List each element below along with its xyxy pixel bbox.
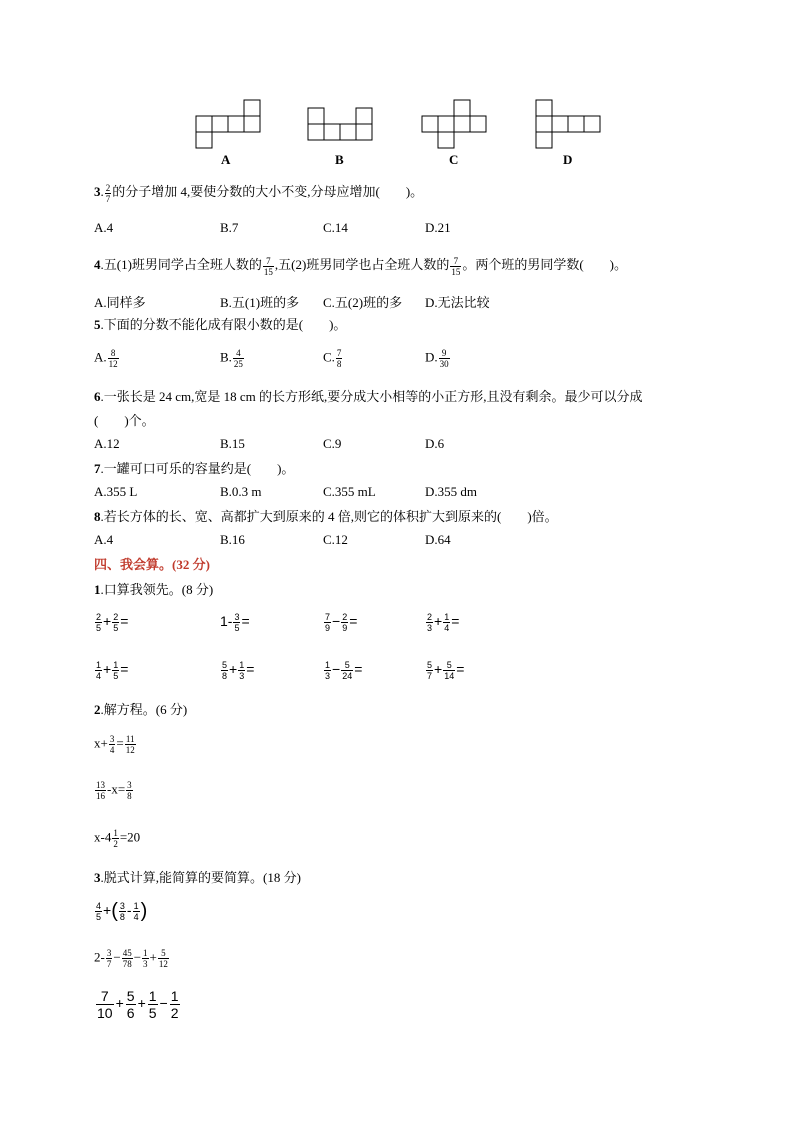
figure-label-d: D (563, 152, 573, 167)
q6-option-b[interactable]: B.15 (220, 436, 245, 451)
question-text: ,五(2)班男同学也占全班人数的 (274, 257, 450, 272)
cube-net-b (308, 108, 372, 140)
question-8: 8.若长方体的长、宽、高都扩大到原来的 4 倍,则它的体积扩大到原来的( )倍。 (94, 509, 558, 524)
question-number: 8 (94, 509, 101, 524)
figure-label-a: A (221, 152, 231, 167)
q5-option-c[interactable]: C. $\frac{7}{8}$ (323, 348, 342, 369)
equation-2: $\frac{13}{16}$ -x= $\frac{3}{8}$ (96, 780, 132, 801)
q8-option-a[interactable]: A.4 (94, 532, 114, 547)
question-text: 下面的分数不能化成有限小数的是( )。 (103, 317, 347, 332)
question-6-continued: ( )个。 (94, 413, 155, 428)
calc-expression-2: 2- $\frac{3}{7}$ − $\frac{45}{78}$ − $\frac{1}{3}$ + $\frac{5}{12}$ (94, 948, 168, 969)
arith-item: $\frac{5}{8}$ + $\frac{1}{3}$ = (222, 660, 255, 681)
question-4: 4.五(1)班男同学占全班人数的 $\frac{7}{15}$ ,五(2)班男同学也占全班人数的 $\frac{7}{15}$ 。两个班的男同学数( )。 (94, 255, 628, 277)
q4-option-a[interactable]: A.同样多 (94, 295, 146, 310)
arith-item: $\frac{1}{4}$ + $\frac{1}{5}$ = (96, 660, 129, 681)
q6-option-c[interactable]: C.9 (323, 436, 342, 451)
question-6: 6.一张长是 24 cm,宽是 18 cm 的长方形纸,要分成大小相等的小正方形,且没有剩余。最少可以分成 (94, 389, 643, 404)
q7-option-c[interactable]: C.355 mL (323, 484, 376, 499)
arith-item: $\frac{7}{9}$ − $\frac{2}{9}$ = (325, 612, 358, 633)
q5-option-b[interactable]: B. $\frac{4}{25}$ (220, 348, 243, 369)
q6-option-a[interactable]: A.12 (94, 436, 120, 451)
calc-expression-3: $\frac{7}{10}$ + $\frac{5}{6}$ + $\frac{1}{5}$ − $\frac{1}{2}$ (97, 988, 179, 1021)
q3-option-a[interactable]: A.4 (94, 220, 114, 235)
part-2-heading: 2.解方程。(6 分) (94, 702, 188, 717)
arith-item: $\frac{2}{3}$ + $\frac{1}{4}$ = (427, 612, 460, 633)
question-3: 3. $\frac{2}{7}$ 的分子增加 4,要使分数的大小不变,分母应增加( )。 (94, 182, 424, 204)
fraction: $\frac{2}{7}$ (105, 182, 111, 204)
cube-net-a (196, 100, 260, 148)
section-title: 四、我会算。(32 分) (94, 557, 210, 572)
q6-option-d[interactable]: D.6 (425, 436, 445, 451)
question-number: 6 (94, 389, 101, 404)
q7-option-b[interactable]: B.0.3 m (220, 484, 262, 499)
q8-option-d[interactable]: D.64 (425, 532, 451, 547)
q3-option-d[interactable]: D.21 (425, 220, 451, 235)
q7-option-d[interactable]: D.355 dm (425, 484, 477, 499)
question-7: 7.一罐可口可乐的容量约是( )。 (94, 461, 295, 476)
question-text: 一张长是 24 cm,宽是 18 cm 的长方形纸,要分成大小相等的小正方形,且没有剩余。最少可以分成 (103, 389, 643, 404)
part-3-heading: 3.脱式计算,能简算的要简算。(18 分) (94, 870, 301, 885)
cube-net-c (422, 100, 486, 148)
part-1-heading: 1.口算我领先。(8 分) (94, 582, 214, 597)
q8-option-b[interactable]: B.16 (220, 532, 245, 547)
equation-3: x-4 $\frac{1}{2}$ =20 (94, 828, 141, 849)
q3-option-b[interactable]: B.7 (220, 220, 239, 235)
q7-option-a[interactable]: A.355 L (94, 484, 138, 499)
question-text: 一罐可口可乐的容量约是( )。 (103, 461, 295, 476)
cube-net-figures (190, 96, 610, 152)
q4-option-b[interactable]: B.五(1)班的多 (220, 295, 300, 310)
question-number: 4 (94, 257, 101, 272)
arith-item: $\frac{2}{5}$ + $\frac{2}{5}$ = (96, 612, 129, 633)
question-number: 7 (94, 461, 101, 476)
equation-1: x+ $\frac{3}{4}$ = $\frac{11}{12}$ (94, 734, 135, 755)
fraction: $\frac{7}{15}$ (451, 255, 461, 277)
question-5: 5.下面的分数不能化成有限小数的是( )。 (94, 317, 347, 332)
fraction: $\frac{7}{15}$ (263, 255, 273, 277)
q5-option-a[interactable]: A. $\frac{8}{12}$ (94, 348, 118, 369)
calc-expression-1: $\frac{4}{5}$ +( $\frac{3}{8}$ - $\frac{1}{4}$ ) (96, 900, 148, 922)
q4-option-c[interactable]: C.五(2)班的多 (323, 295, 403, 310)
question-text: 。两个班的男同学数( )。 (462, 257, 628, 272)
question-text: 若长方体的长、宽、高都扩大到原来的 4 倍,则它的体积扩大到原来的( )倍。 (103, 509, 558, 524)
figure-label-c: C (449, 152, 459, 167)
q4-option-d[interactable]: D.无法比较 (425, 295, 490, 310)
arith-item: 1- $\frac{3}{5}$ = (220, 612, 250, 633)
question-text: 五(1)班男同学占全班人数的 (103, 257, 262, 272)
cube-net-d (536, 100, 600, 148)
question-number: 5 (94, 317, 101, 332)
q3-option-c[interactable]: C.14 (323, 220, 348, 235)
q8-option-c[interactable]: C.12 (323, 532, 348, 547)
q5-option-d[interactable]: D. $\frac{9}{30}$ (425, 348, 449, 369)
arith-item: $\frac{1}{3}$ − $\frac{5}{24}$ = (325, 660, 363, 681)
arith-item: $\frac{5}{7}$ + $\frac{5}{14}$ = (427, 660, 465, 681)
question-number: 3 (94, 184, 101, 199)
figure-label-b: B (335, 152, 344, 167)
question-text: 的分子增加 4,要使分数的大小不变,分母应增加( )。 (112, 184, 424, 199)
